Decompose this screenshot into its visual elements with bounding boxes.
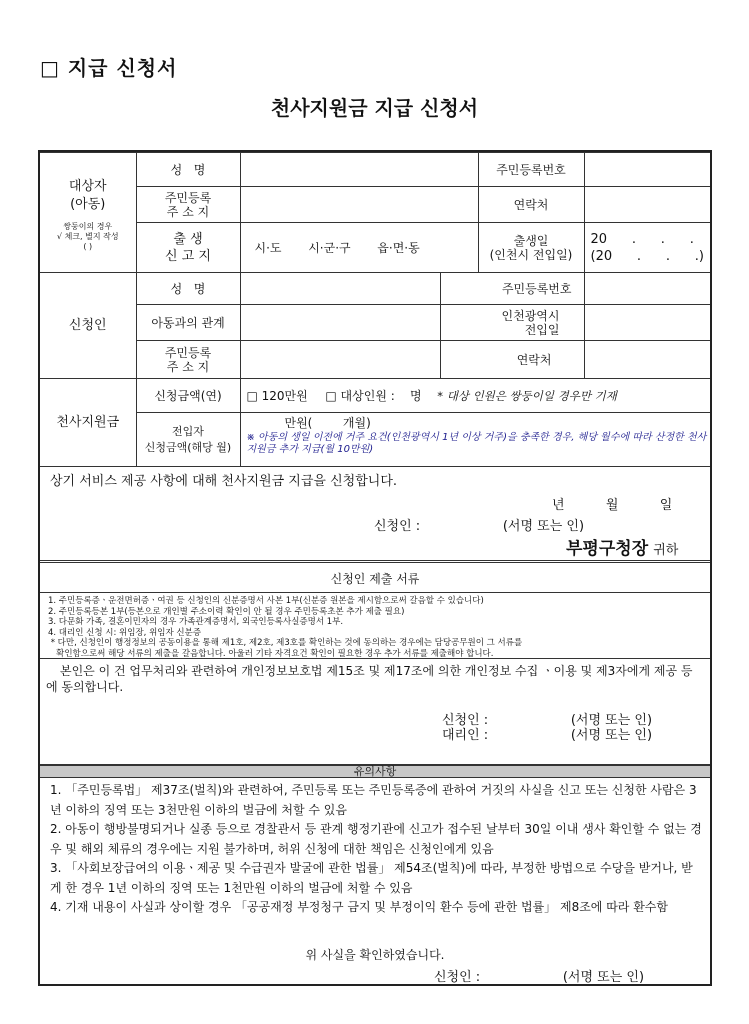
applicant-label: 신청인 (40, 273, 136, 379)
target-name-label: 성 명 (136, 153, 240, 187)
notice-item: 4. 기재 내용이 사실과 상이할 경우 「공공재정 부정청구 금지 및 부정이익 환수 등에 관한 법률」 제8조에 따라 환수함 (50, 900, 668, 914)
option-120-checkbox[interactable]: □ 120만원 (246, 388, 308, 403)
movein-amount-value[interactable]: 만원( 개월) (284, 416, 371, 430)
target-rrn-label: 주민등록번호 (478, 153, 584, 187)
notice-list (40, 780, 710, 986)
header-title: □ 지급 신청서 (40, 56, 178, 80)
birthdate-label: 출생일 (인천시 전입일) (478, 223, 584, 273)
document-item: 2. 주민등록등본 1부(등본으로 개인별 주소이력 확인이 안 될 경우 주민등록초본 추가 제출 필요) (48, 606, 405, 617)
movein-note: ※ 아동의 생일 이전에 거주 요건(인천광역시 1년 이상 거주)을 충족한 경우, 해당 월수에 따라 산정한 천사지원금 추가 지급(월 10만원) (246, 432, 707, 455)
consent-agent-signature[interactable]: 대리인 : (서명 또는 인) (442, 728, 653, 743)
birthdate-field[interactable]: 20 . . . (20 . . .) (584, 223, 710, 273)
notice-item: 3. 「사회보장급여의 이용ㆍ제공 및 수급권자 발굴에 관한 법률」 제54조(벌칙)에 따라, 부정한 방법으로 수당을 받거나, 받게 한 경우 1년 이하의 징역 또는 1천만원 이하의 벌금에 처할 수 있음 (50, 861, 693, 895)
birth-report-label: 출 생 신 고 지 (136, 223, 240, 273)
document-item: 3. 다문화 가족, 결혼이민자의 경우 가족관계증명서, 외국인등록사실증명서 1부. (48, 617, 344, 628)
relation-label: 아동과의 관계 (136, 305, 240, 341)
count-note: * 대상 인원은 쌍둥이일 경우만 기재 (437, 388, 617, 403)
consent-section (40, 658, 710, 762)
relation-field[interactable] (240, 305, 440, 341)
notice-title: 유의사항 (353, 765, 397, 778)
consent-applicant-signature[interactable]: 신청인 : (서명 또는 인) (442, 713, 653, 728)
target-address-field[interactable] (240, 187, 478, 223)
amount-label: 신청금액(연) (136, 379, 240, 413)
applicant-name-field[interactable] (240, 273, 440, 305)
movein-date-field[interactable] (584, 305, 710, 341)
notice-item: 1. 「주민등록법」 제37조(벌칙)와 관련하여, 주민등록 또는 주민등록증에 관하여 거짓의 사실을 신고 또는 신청한 사람은 3년 이하의 징역 또는 3천만원 이하의 벌금에 처할 수 있음 (50, 783, 697, 817)
document-item: * 다만, 신청인이 행정정보의 공동이용을 통해 제1호, 제2호, 제3호를 확인하는 것에 동의하는 경우에는 담당공무원이 그 서류를 (48, 638, 523, 649)
applicant-name-label: 성 명 (136, 273, 240, 305)
subsidy-label: 천사지원금 (40, 379, 136, 467)
target-contact-label: 연락처 (478, 187, 584, 223)
document-item: 4. 대리인 신청 시: 위임장, 위임자 신분증 (48, 627, 202, 638)
declaration-text: 상기 서비스 제공 사항에 대해 천사지원금 지급을 신청합니다. (50, 474, 398, 489)
application-grid (40, 152, 710, 467)
declaration-date[interactable]: 년 월 일 (552, 498, 673, 513)
target-sublabel: (아동) (70, 196, 106, 212)
declaration-signature[interactable]: 신청인 : (서명 또는 인) (374, 519, 585, 534)
notice-item: 2. 아동이 행방불명되거나 실종 등으로 경찰관서 등 관계 행정기관에 신고가 접수된 날부터 30일 이내 생사 확인할 수 없는 경우 및 해외 체류의 경우에는 지원 불가하며, 허위 신청에 대한 책임은 신청인에게 있음 (50, 822, 702, 856)
declaration-section (40, 468, 710, 560)
target-contact-field[interactable] (584, 187, 710, 223)
form-title: 천사지원금 지급 신청서 (270, 96, 479, 120)
movein-date-label: 인천광역시 전입일 (440, 305, 584, 341)
movein-amount-label: 전입자 신청금액(해당 월) (136, 413, 240, 467)
target-rrn-field[interactable] (584, 153, 710, 187)
document-item: 1. 주민등록증ㆍ운전면허증ㆍ여권 등 신청인의 신분증명서 사본 1부(신분증 원본을 제시함으로써 갈음할 수 있습니다) (48, 596, 484, 606)
applicant-address-field[interactable] (240, 341, 440, 379)
amount-field (240, 379, 710, 413)
twin-note: 쌍둥이의 경우 √ 체크, 별지 작성 ( ) (56, 221, 119, 251)
applicant-rrn-label: 주민등록번호 (440, 273, 584, 305)
notice-signature[interactable]: 신청인 : (서명 또는 인) (434, 970, 645, 985)
notice-title-bar (40, 764, 710, 778)
applicant-rrn-field[interactable] (584, 273, 710, 305)
target-name-field[interactable] (240, 153, 478, 187)
office-name: 부평구청장 (566, 539, 649, 559)
honorific: 귀하 (653, 543, 679, 558)
notice-confirm: 위 사실을 확인하였습니다. (305, 948, 445, 962)
target-address-label: 주민등록 주 소 지 (136, 187, 240, 223)
applicant-contact-field[interactable] (584, 341, 710, 379)
documents-title-row (40, 560, 710, 592)
document-item: 확인함으로써 해당 서류의 제출을 갈음합니다. 아울러 기타 자격요건 확인이 필요한 경우 추가 서류를 제출해야 합니다. (48, 648, 494, 659)
consent-text: 본인은 이 건 업무처리와 관련하여 개인정보보호법 제15조 및 제17조에 의한 개인정보 수집 ㆍ이용 및 제3자에게 제공 등에 동의합니다. (46, 664, 693, 694)
documents-title: 신청인 제출 서류 (330, 572, 420, 586)
target-label-cell (40, 153, 136, 273)
option-count-checkbox[interactable]: □ 대상인원 : 명 (325, 388, 422, 403)
target-label: 대상자 (68, 178, 107, 194)
movein-amount-field (240, 413, 710, 467)
application-form (38, 150, 712, 986)
applicant-address-label: 주민등록 주 소 지 (136, 341, 240, 379)
applicant-contact-label: 연락처 (440, 341, 584, 379)
birth-report-field[interactable]: 시·도 시·군·구 읍·면·동 (240, 223, 478, 273)
